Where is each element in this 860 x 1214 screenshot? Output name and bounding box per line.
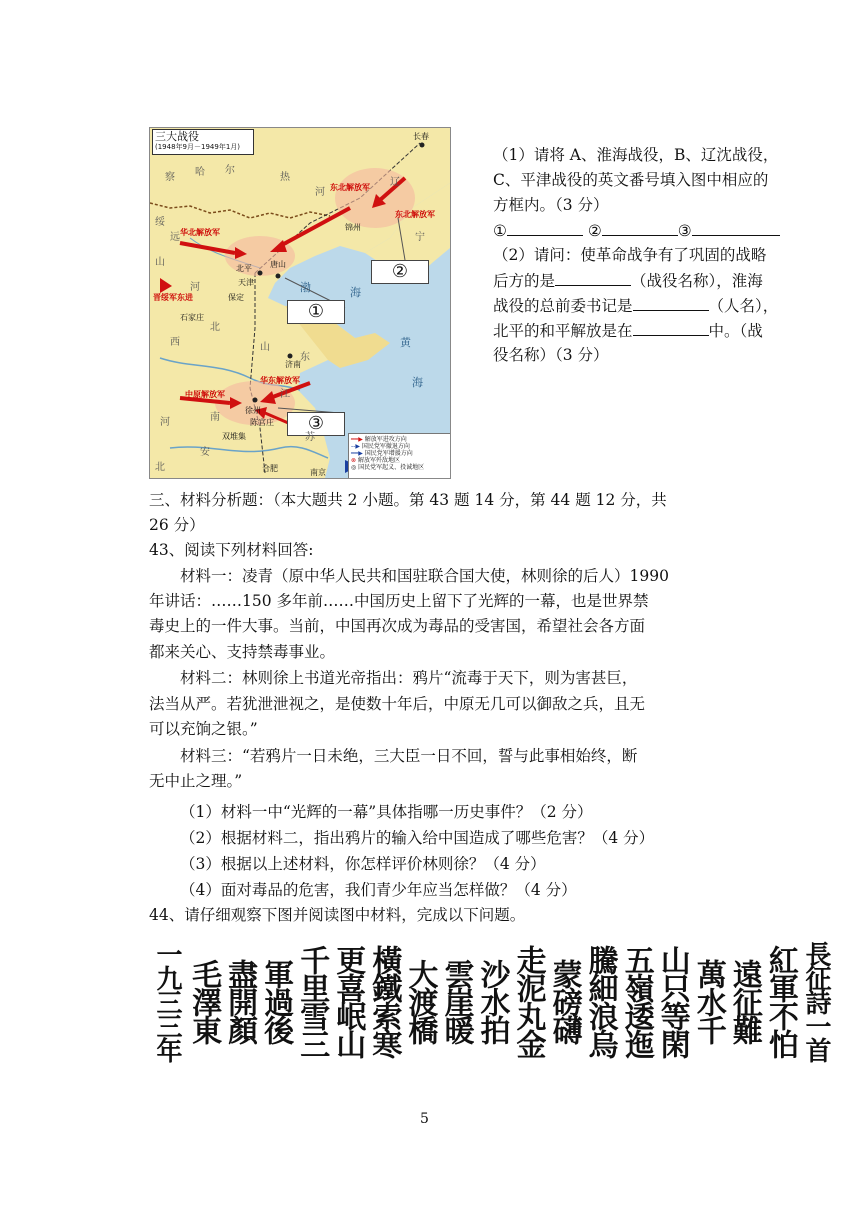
q44-stem: 44、请仔细观察下图并阅读图中材料，完成以下问题。 <box>149 906 526 924</box>
calligraphy-column: 騰細浪烏 <box>582 945 618 1057</box>
q43-material1-line-2: 年讲话：……150 多年前……中国历史上留下了光辉的一幕，也是世界禁 <box>149 592 649 610</box>
label-central-army: 中原解放军 <box>185 390 225 399</box>
blank-battle-name[interactable] <box>555 268 631 286</box>
q42-line-8: 北平的和平解放是在 中。（战 <box>493 318 763 344</box>
blank-3[interactable] <box>692 218 780 236</box>
calligraphy-column: 千里雪三 <box>294 945 330 1057</box>
label-jinzhou: 锦州 <box>345 223 361 232</box>
q43-sub-3: （3）根据以上述材料，你怎样评价林则徐？（4 分） <box>180 855 546 873</box>
q43-material1-line-4: 都来关心、支持禁毒事业。 <box>149 643 336 661</box>
label-anhui: 安 <box>200 447 210 458</box>
q43-material1-line-1: 材料一：凌青（原中华人民共和国驻联合国大使，林则徐的后人）1990 <box>180 567 669 585</box>
label-bohai-2: 海 <box>350 286 361 299</box>
calligraphy-column: 山只等閑 <box>654 945 690 1057</box>
label-henan-2: 南 <box>210 412 220 423</box>
calligraphy-column: 蒙磅礴 <box>546 959 582 1043</box>
calligraphy-column: 更喜岷山 <box>330 945 366 1057</box>
q42-line-7: 战役的总前委书记是 （人名）， <box>493 293 778 319</box>
label-liaoning: 辽 <box>390 177 400 188</box>
q43-material3-line-1: 材料三：“若鸦片一日未绝，三大臣一日不回，誓与此事相始终，断 <box>180 747 638 765</box>
label-hebei: 河 <box>190 282 200 293</box>
calligraphy-image <box>149 933 834 1069</box>
label-huang: 黄 <box>400 336 411 349</box>
label-chenguanzhuang: 陈官庄 <box>250 418 274 427</box>
label-ne-army-2: 东北解放军 <box>395 210 435 219</box>
blank-1[interactable] <box>507 218 583 236</box>
label-tangshan: 唐山 <box>270 260 286 269</box>
blank-peace-battle[interactable] <box>633 318 709 336</box>
label-nanjing: 南京 <box>310 468 326 477</box>
section3-line-1: 三、材料分析题：（本大题共 2 小题。第 43 题 14 分，第 44 题 12 分，共 <box>149 491 667 509</box>
city-dot-tianjin <box>276 274 281 279</box>
battle-map <box>149 127 451 479</box>
q42-line-5: （2）请问：使革命战争有了巩固的战略 <box>493 246 767 264</box>
legend-item-annihilate: ⊗ 解放军歼敌地区 <box>351 457 400 464</box>
q43-material1-line-3: 毒史上的一件大事。当前，中国再次成为毒品的受害国，希望社会各方面 <box>149 617 646 635</box>
label-jinan: 济南 <box>285 360 301 369</box>
legend-item-retreat: ‐‐▶ 国民党军撤退方向 <box>351 443 410 450</box>
label-hebei-2: 北 <box>210 322 220 333</box>
calligraphy-column: 軍過後 <box>258 959 294 1043</box>
legend-item-attack: ━━▶ 解放军进攻方向 <box>351 436 407 443</box>
q42-line-2: C、平津战役的英文番号填入图中相应的 <box>493 171 769 189</box>
label-shanxi: 山 <box>155 257 165 268</box>
legend-item-reinforce: ━━▶ 国民党军增援方向 <box>351 450 413 457</box>
city-dot-jinan <box>288 354 293 359</box>
label-changchun: 长春 <box>413 132 429 141</box>
label-shandong: 山 <box>260 342 270 353</box>
label-henan: 河 <box>160 417 170 428</box>
section3-line-2: 26 分） <box>149 516 205 534</box>
calligraphy-column: 盡開顏 <box>222 959 258 1043</box>
label-xuzhou: 徐州 <box>245 406 261 415</box>
q43-material2-line-1: 材料二：林则徐上书道光帝指出：鸦片“流毒于天下，则为害甚巨， <box>180 669 638 687</box>
label-east-army: 华东解放军 <box>260 376 300 385</box>
label-shuangduiji: 双堆集 <box>222 432 246 441</box>
label-tianjin: 天津 <box>238 278 254 287</box>
label-shandong-2: 东 <box>300 352 310 363</box>
calligraphy-column: 萬水千 <box>690 959 726 1043</box>
blank-2[interactable] <box>602 218 678 236</box>
q42-line-4: ① ② ③ <box>493 218 780 244</box>
q42-line-3: 方框内。（3 分） <box>493 196 609 214</box>
label-north-army: 华北解放军 <box>180 228 220 237</box>
calligraphy-column: 沙水拍 <box>474 959 510 1043</box>
label-rehe: 热 <box>280 172 290 183</box>
q43-sub-4: （4）面对毒品的危害，我们青少年应当怎样做？（4 分） <box>180 881 577 899</box>
q43-material2-line-3: 可以充饷之银。” <box>149 720 258 738</box>
q42-line-6: 后方的是 （战役名称），淮海 <box>493 268 763 294</box>
label-jiangsu-2: 苏 <box>305 432 315 443</box>
q43-material3-line-2: 无中止之理。” <box>149 772 243 790</box>
label-chahar-3: 尔 <box>225 165 235 176</box>
q43-sub-1: （1）材料一中“光辉的一幕”具体指哪一历史事件？（2 分） <box>180 803 593 821</box>
calligraphy-column: 橫鐵索寒 <box>366 945 402 1057</box>
q42-line-1: （1）请将 A、淮海战役，B、辽沈战役， <box>493 146 779 164</box>
city-dot-xuzhou <box>253 398 258 403</box>
calligraphy-column: 遠征難 <box>726 959 762 1043</box>
label-shijiazhuang: 石家庄 <box>180 313 204 322</box>
label-jinsui-army: 晋绥军东进 <box>153 293 193 302</box>
calligraphy-column: 五嶺逶迤 <box>618 945 654 1057</box>
map-subtitle: (1948年9月－1949年1月) <box>155 143 240 151</box>
map-title: 三大战役 <box>155 130 199 143</box>
calligraphy-column: 一九三三年 <box>152 941 183 1061</box>
label-jiangsu: 江 <box>280 389 290 400</box>
label-baoding: 保定 <box>228 293 244 302</box>
label-suiyuan: 绥 <box>155 217 165 228</box>
label-bohai: 渤 <box>300 281 311 294</box>
q43-sub-2: （2）根据材料二，指出鸦片的输入给中国造成了哪些危害？（4 分） <box>180 829 655 847</box>
blank-person-name[interactable] <box>633 293 709 311</box>
label-hefei: 合肥 <box>262 464 278 473</box>
calligraphy-column: 雲崖暖 <box>438 959 474 1043</box>
answer-box-2: ② <box>371 260 429 284</box>
q42-line-9: 役名称）（3 分） <box>493 346 609 364</box>
label-ne-army: 东北解放军 <box>330 183 370 192</box>
label-anhui-2: 北 <box>155 462 165 473</box>
city-dot-changchun <box>420 143 425 148</box>
answer-box-3: ③ <box>287 412 345 436</box>
label-beiping: 北平 <box>236 264 252 273</box>
city-dot-beiping <box>258 271 263 276</box>
label-chahar-2: 哈 <box>195 167 205 178</box>
map-title-box <box>152 129 254 155</box>
label-liaoning-2: 宁 <box>415 232 425 243</box>
q43-stem: 43、阅读下列材料回答: <box>149 541 314 559</box>
label-shanxi-2: 西 <box>170 337 180 348</box>
answer-box-1: ① <box>287 300 345 324</box>
calligraphy-column: 紅軍不怕 <box>762 945 798 1057</box>
label-chahar: 察 <box>165 172 175 183</box>
map-legend <box>348 433 451 479</box>
label-suiyuan-2: 远 <box>170 232 180 243</box>
label-rehe-2: 河 <box>315 187 325 198</box>
label-hai: 海 <box>412 376 423 389</box>
calligraphy-column: 大渡橋 <box>402 959 438 1043</box>
calligraphy-column: 長征詩一首 <box>800 941 831 1061</box>
q43-material2-line-2: 法当从严。若犹泄泄视之，是使数十年后，中原无几可以御敌之兵，且无 <box>149 695 646 713</box>
calligraphy-column: 毛澤東 <box>186 959 222 1043</box>
calligraphy-column: 走泥丸金 <box>510 945 546 1057</box>
page-number: 5 <box>420 1111 429 1127</box>
legend-item-uprising: ◎ 国民党军起义、投诚地区 <box>351 464 425 471</box>
